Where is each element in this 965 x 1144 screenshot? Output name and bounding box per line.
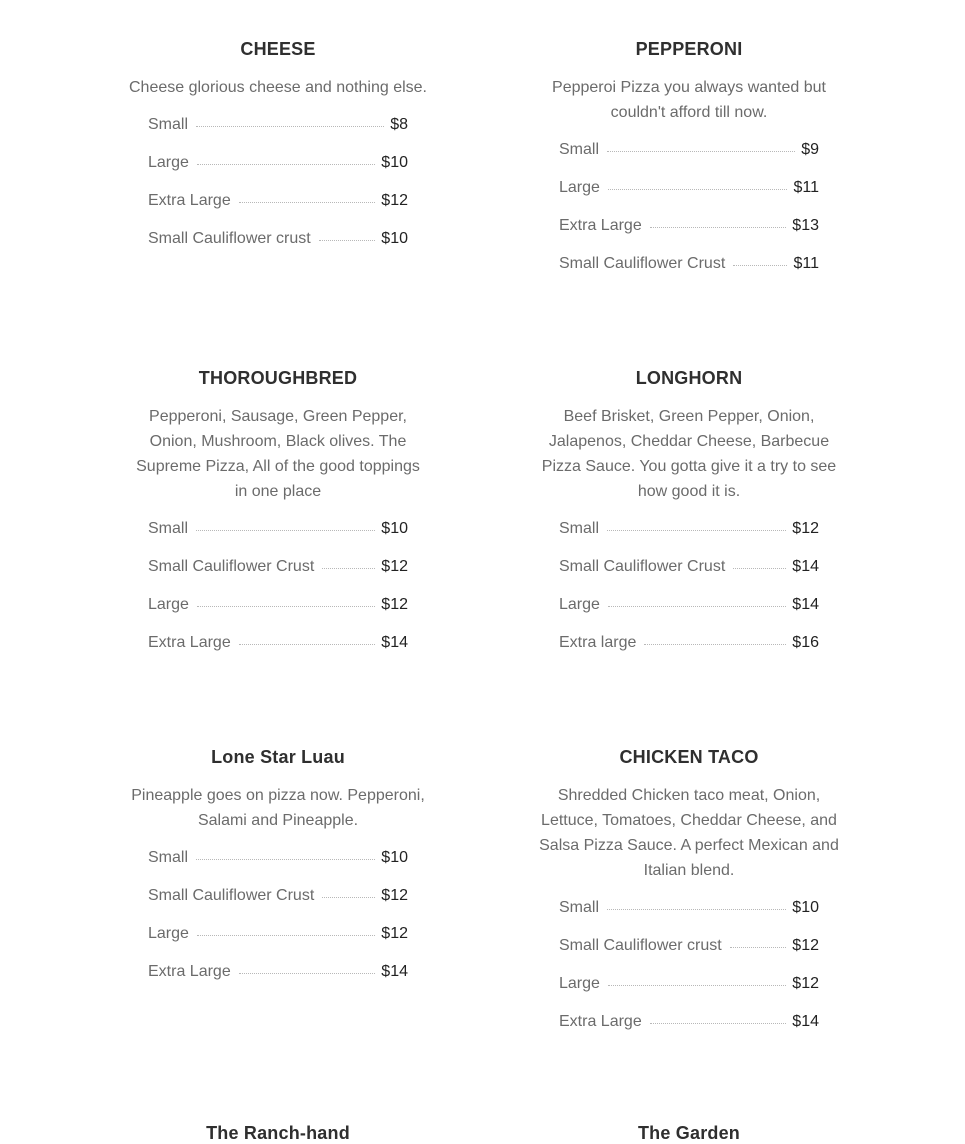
price-row <box>148 152 408 190</box>
price: $12 <box>381 925 408 942</box>
menu-card-cheese <box>118 38 438 266</box>
dot-leader <box>607 530 786 531</box>
card-description: Pineapple goes on pizza now. Pepperoni, Salami and Pineapple. <box>131 787 425 829</box>
size-label: Small Cauliflower Crust <box>148 887 315 904</box>
card-description: Shredded Chicken taco meat, Onion, Lettuce, Tomatoes, Cheddar Cheese, and Salsa Pizza Sauce. A perfect Mexican and Italian blend. <box>539 787 839 879</box>
price: $10 <box>381 230 408 247</box>
price-row <box>148 632 408 670</box>
price-row <box>148 885 408 923</box>
price: $12 <box>792 975 819 992</box>
card-description: Pepperoi Pizza you always wanted but couldn't afford till now. <box>552 79 826 121</box>
dot-leader <box>644 644 786 645</box>
size-label: Large <box>559 179 600 196</box>
price: $8 <box>390 116 408 133</box>
price: $12 <box>792 520 819 537</box>
price-row <box>559 177 819 215</box>
card-description: Pepperoni, Sausage, Green Pepper, Onion, Mushroom, Black olives. The Supreme Pizza, All of the good toppings in one place <box>136 408 420 500</box>
price-list <box>559 518 819 670</box>
price-row <box>559 935 819 973</box>
price-row <box>559 215 819 253</box>
size-label: Small <box>559 520 600 537</box>
size-label: Small Cauliflower Crust <box>559 558 726 575</box>
dot-leader <box>650 1023 787 1024</box>
size-label: Small Cauliflower Crust <box>559 255 726 272</box>
card-title: CHICKEN TACO <box>619 747 759 767</box>
dot-leader <box>196 859 375 860</box>
price-row <box>559 253 819 291</box>
price: $13 <box>792 217 819 234</box>
size-label: Small <box>148 520 189 537</box>
dot-leader <box>608 985 786 986</box>
price: $12 <box>381 558 408 575</box>
price: $16 <box>792 634 819 651</box>
price: $12 <box>381 192 408 209</box>
size-label: Small Cauliflower Crust <box>148 558 315 575</box>
size-label: Extra Large <box>559 217 642 234</box>
size-label: Small <box>148 849 189 866</box>
price: $11 <box>793 179 819 196</box>
dot-leader <box>730 947 787 948</box>
card-description: Beef Brisket, Green Pepper, Onion, Jalapenos, Cheddar Cheese, Barbecue Pizza Sauce. You gotta give it a try to see how good it is. <box>541 408 837 500</box>
dot-leader <box>608 189 788 190</box>
size-label: Extra Large <box>148 963 231 980</box>
price: $14 <box>792 558 819 575</box>
dot-leader <box>197 935 375 936</box>
dot-leader <box>733 265 787 266</box>
price: $14 <box>381 963 408 980</box>
price-row <box>559 139 819 177</box>
price: $12 <box>792 937 819 954</box>
card-title: PEPPERONI <box>635 39 743 59</box>
price-list <box>559 139 819 291</box>
size-label: Extra large <box>559 634 637 651</box>
dot-leader <box>196 126 384 127</box>
price: $12 <box>381 887 408 904</box>
menu-card-garden <box>529 1122 849 1144</box>
price: $10 <box>381 520 408 537</box>
size-label: Large <box>148 596 189 613</box>
card-title: LONGHORN <box>635 368 743 388</box>
size-label: Small Cauliflower crust <box>559 937 722 954</box>
dot-leader <box>239 202 376 203</box>
menu-card-chicken-taco <box>529 746 849 1049</box>
price: $9 <box>801 141 819 158</box>
size-label: Large <box>148 154 189 171</box>
size-label: Extra Large <box>148 634 231 651</box>
card-title: CHEESE <box>240 39 316 59</box>
menu-card-longhorn <box>529 367 849 670</box>
price-row <box>559 556 819 594</box>
card-title: The Ranch-hand <box>206 1123 350 1143</box>
price-row <box>148 114 408 152</box>
price: $14 <box>792 596 819 613</box>
dot-leader <box>607 151 795 152</box>
price-row <box>148 594 408 632</box>
price: $12 <box>381 596 408 613</box>
card-title: THOROUGHBRED <box>198 368 358 388</box>
dot-leader <box>239 973 376 974</box>
dot-leader <box>733 568 786 569</box>
card-title: The Garden <box>637 1123 741 1143</box>
dot-leader <box>322 568 375 569</box>
price: $10 <box>381 154 408 171</box>
menu-card-pepperoni <box>529 38 849 291</box>
price-list <box>148 114 408 266</box>
menu-card-lone-star-luau <box>118 746 438 999</box>
dot-leader <box>608 606 786 607</box>
price-row <box>559 594 819 632</box>
size-label: Large <box>559 975 600 992</box>
dot-leader <box>239 644 376 645</box>
price: $10 <box>381 849 408 866</box>
size-label: Extra Large <box>559 1013 642 1030</box>
price: $10 <box>792 899 819 916</box>
price-row <box>148 190 408 228</box>
dot-leader <box>196 530 375 531</box>
price-list <box>559 897 819 1049</box>
menu-card-thoroughbred <box>118 367 438 670</box>
price-row <box>148 847 408 885</box>
price: $14 <box>792 1013 819 1030</box>
dot-leader <box>197 606 375 607</box>
price: $14 <box>381 634 408 651</box>
dot-leader <box>650 227 787 228</box>
dot-leader <box>607 909 786 910</box>
price-row <box>148 556 408 594</box>
size-label: Large <box>559 596 600 613</box>
price-row <box>559 632 819 670</box>
size-label: Small <box>559 899 600 916</box>
dot-leader <box>322 897 375 898</box>
size-label: Small <box>559 141 600 158</box>
price-list <box>148 518 408 670</box>
card-title: Lone Star Luau <box>211 747 345 767</box>
price-row <box>148 228 408 266</box>
menu-card-ranch-hand <box>118 1122 438 1144</box>
price-row <box>148 518 408 556</box>
price-row <box>148 961 408 999</box>
dot-leader <box>319 240 376 241</box>
price-row <box>559 1011 819 1049</box>
price: $11 <box>793 255 819 272</box>
card-description: Cheese glorious cheese and nothing else. <box>129 79 427 96</box>
price-row <box>148 923 408 961</box>
size-label: Small <box>148 116 189 133</box>
size-label: Extra Large <box>148 192 231 209</box>
price-row <box>559 897 819 935</box>
size-label: Small Cauliflower crust <box>148 230 311 247</box>
dot-leader <box>197 164 375 165</box>
price-row <box>559 973 819 1011</box>
price-row <box>559 518 819 556</box>
size-label: Large <box>148 925 189 942</box>
price-list <box>148 847 408 999</box>
